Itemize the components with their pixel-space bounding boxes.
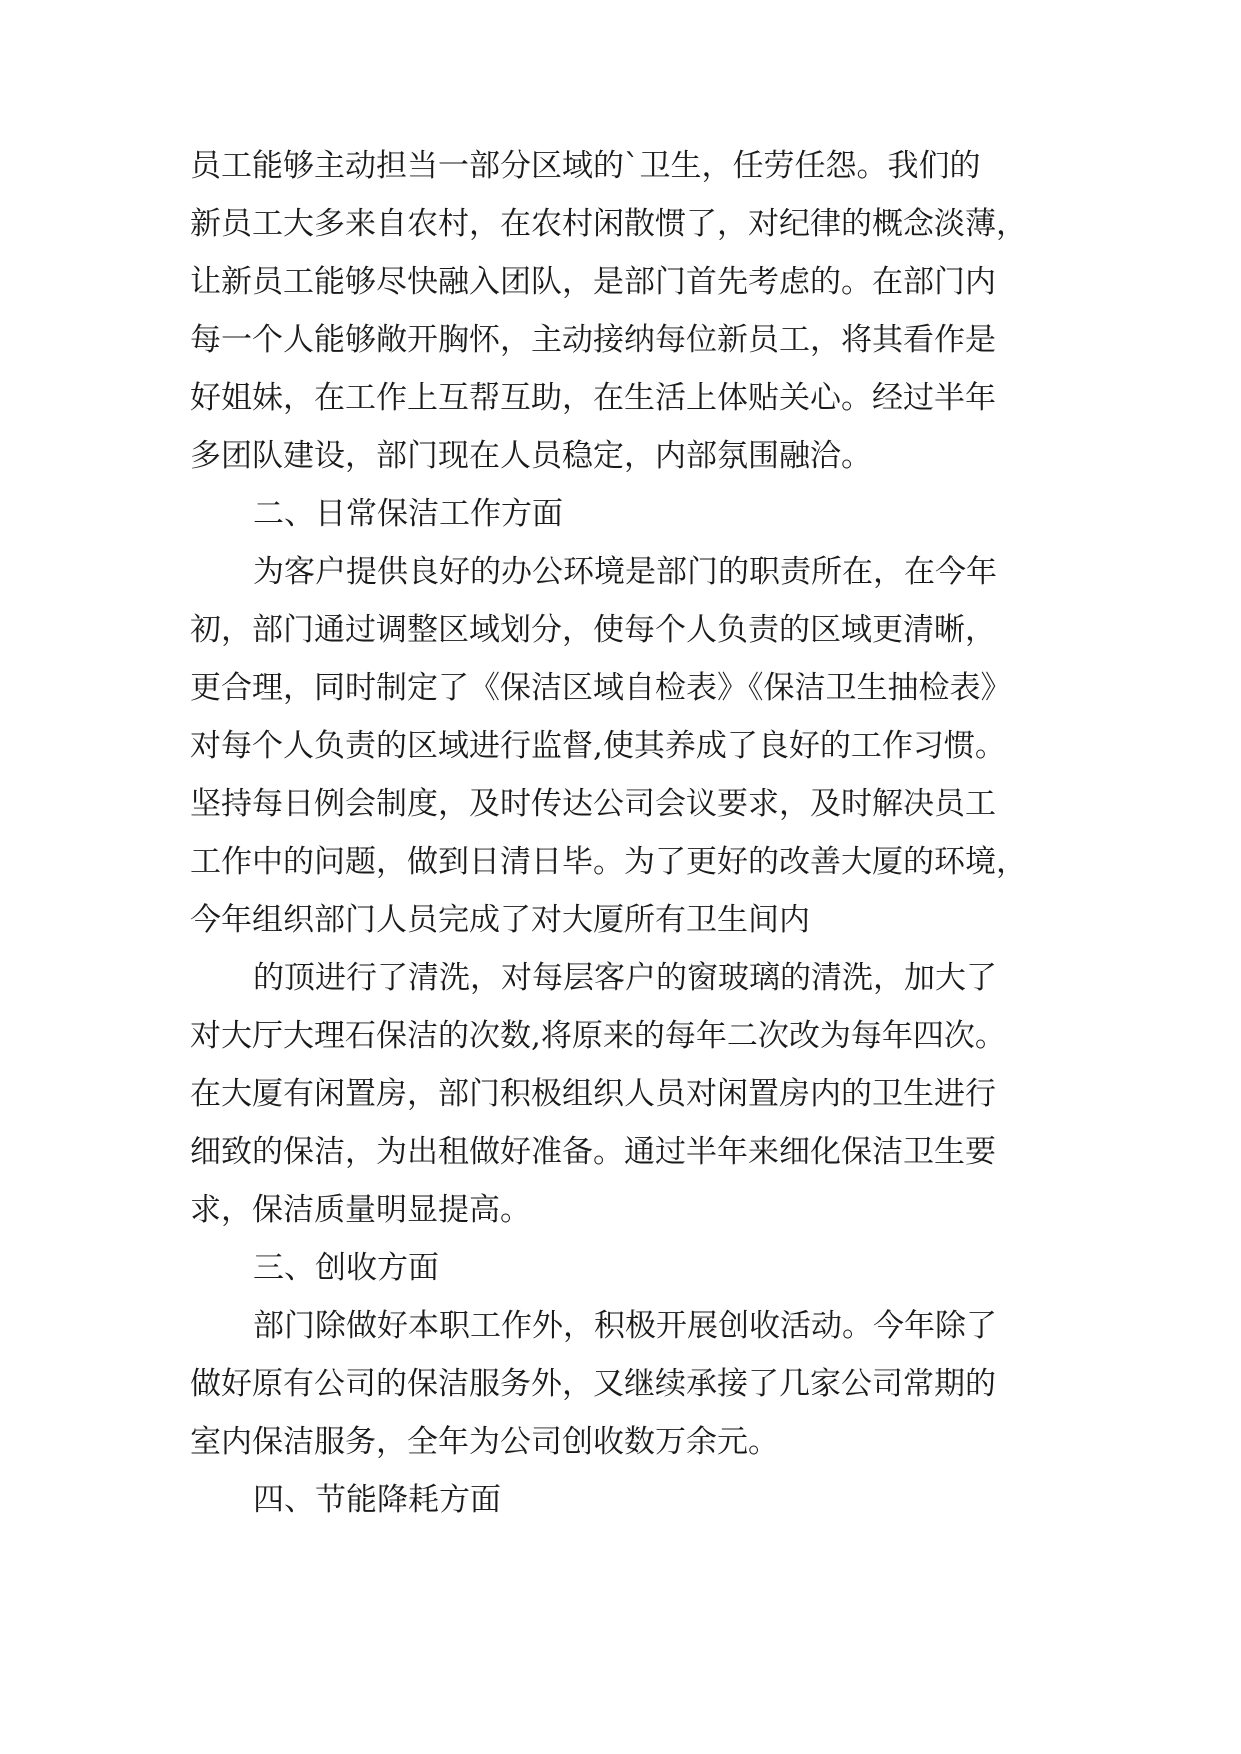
body-text-line: 每一个人能够敞开胸怀，主动接纳每位新员工，将其看作是 [190, 322, 996, 358]
body-text-line: 求，保洁质量明显提高。 [190, 1192, 531, 1228]
body-text-line: 今年组织部门人员完成了对大厦所有卫生间内 [190, 902, 810, 938]
body-text-line: 为客户提供良好的办公环境是部门的职责所在，在今年 [253, 554, 997, 590]
body-text-line: 在大厦有闲置房，部门积极组织人员对闲置房内的卫生进行 [190, 1076, 996, 1112]
body-text-line: 让新员工能够尽快融入团队，是部门首先考虑的。在部门内 [190, 264, 996, 300]
body-text-line: 做好原有公司的保洁服务外，又继续承接了几家公司常期的 [190, 1366, 996, 1402]
body-text-line: 好姐妹，在工作上互帮互助，在生活上体贴关心。经过半年 [190, 380, 996, 416]
body-text-line: 部门除做好本职工作外，积极开展创收活动。今年除了 [253, 1308, 997, 1344]
body-text-line: 更合理，同时制定了《保洁区域自检表》《保洁卫生抽检表》 [190, 670, 1012, 706]
section-heading: 二、日常保洁工作方面 [253, 496, 563, 532]
body-text-line: 多团队建设，部门现在人员稳定，内部氛围融洽。 [190, 438, 872, 474]
body-text-line: 工作中的问题，做到日清日毕。为了更好的改善大厦的环境， [190, 844, 1027, 880]
section-heading: 三、创收方面 [253, 1250, 439, 1286]
body-text-line: 员工能够主动担当一部分区域的`卫生，任劳任怨。我们的 [190, 148, 981, 184]
body-text-line: 对大厅大理石保洁的次数,将原来的每年二次改为每年四次。 [190, 1018, 1006, 1054]
body-text-line: 新员工大多来自农村，在农村闲散惯了，对纪律的概念淡薄， [190, 206, 1027, 242]
body-text-line: 初，部门通过调整区域划分，使每个人负责的区域更清晰， [190, 612, 996, 648]
body-text-line: 坚持每日例会制度，及时传达公司会议要求，及时解决员工 [190, 786, 996, 822]
body-text-line: 对每个人负责的区域进行监督,使其养成了良好的工作习惯。 [190, 728, 1006, 764]
body-text-line: 细致的保洁，为出租做好准备。通过半年来细化保洁卫生要 [190, 1134, 996, 1170]
section-heading: 四、节能降耗方面 [253, 1482, 501, 1518]
body-text-line: 的顶进行了清洗，对每层客户的窗玻璃的清洗，加大了 [253, 960, 997, 996]
body-text-line: 室内保洁服务，全年为公司创收数万余元。 [190, 1424, 779, 1460]
